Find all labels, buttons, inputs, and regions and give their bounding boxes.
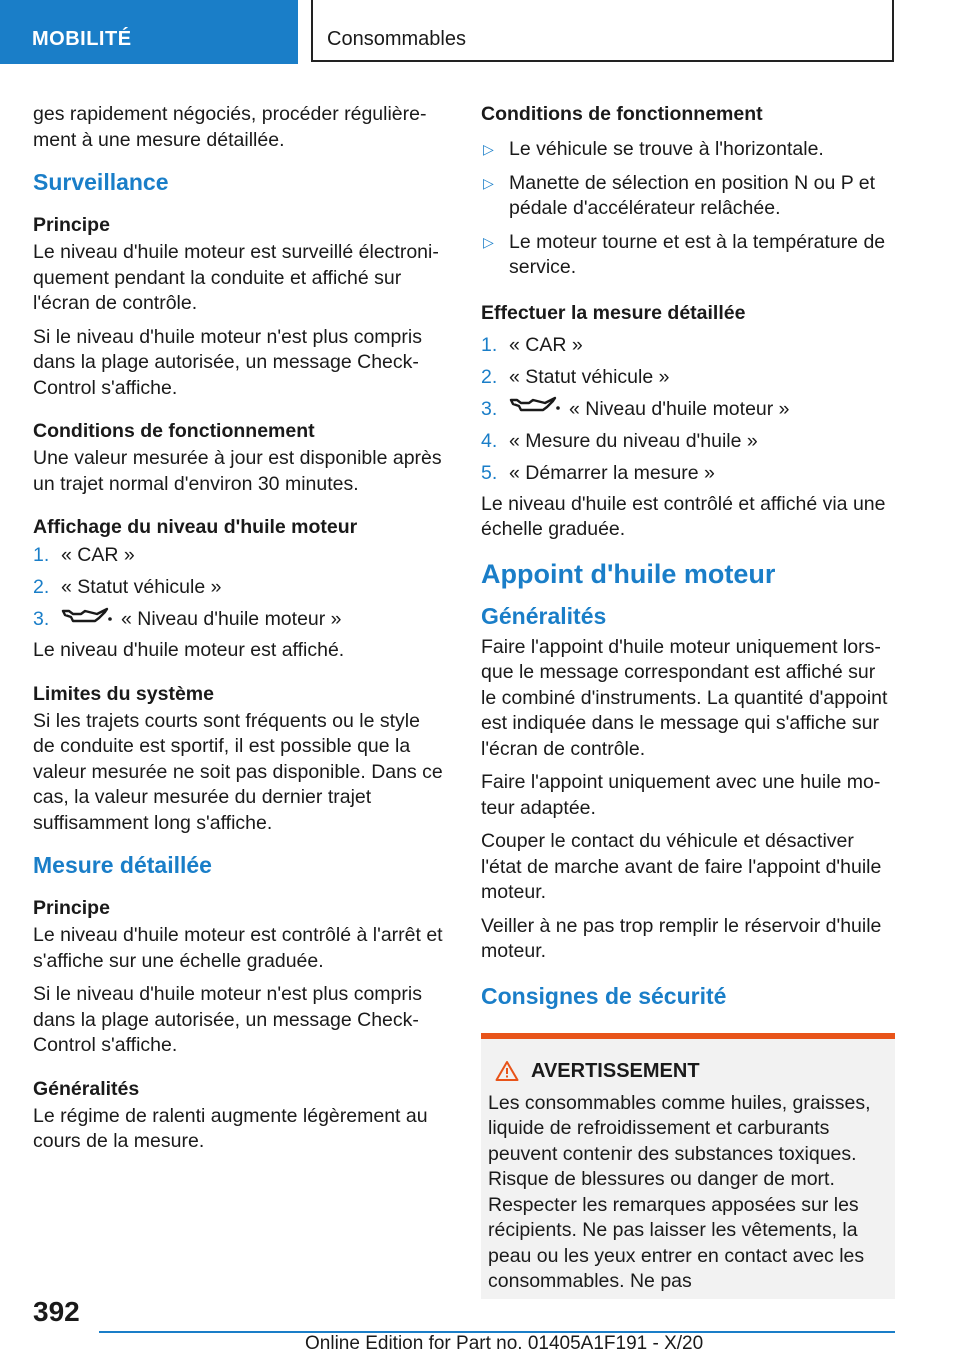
list-item: ▷ Le véhicule se trouve à l'horizontale. — [481, 137, 895, 163]
subheading-limites: Limites du système — [33, 682, 214, 705]
paragraph: Faire l'appoint uniquement avec une huile moteur adaptée. — [481, 771, 881, 819]
list-item: 3. « Niveau d'huile moteur » — [481, 396, 895, 422]
steps-list — [481, 332, 895, 486]
triangle-bullet-icon: ▷ — [483, 141, 494, 157]
list-item: 1. « CAR » — [33, 544, 135, 566]
heading-appoint: Appoint d'huile moteur — [481, 558, 776, 589]
paragraph: Faire l'appoint d'huile moteur uniquement lorsque le message correspondant est affiché sur le combiné d'instruments. La quantité d'appoint est indiquée dans le message qui s'affiche sur l'écran de contrôle. — [481, 635, 888, 760]
left-column — [33, 102, 443, 1163]
warning-triangle-icon — [495, 1060, 519, 1082]
triangle-bullet-icon: ▷ — [483, 174, 494, 191]
right-column — [481, 102, 895, 1299]
heading-surveillance: Surveillance — [33, 169, 169, 195]
subheading-affichage: Affichage du niveau d'huile moteur — [33, 516, 358, 538]
heading-generalites: Généralités — [481, 602, 607, 629]
subheading-conditions: Conditions de fonctionnement — [481, 103, 763, 125]
list-item: 3. « Niveau d'huile moteur » — [33, 606, 443, 632]
warning-text: Les consommables comme huiles, graisses, liquide de refroidissement et carburants peuvent contenir des substances toxiques. Risque de blessures ou danger de mort. Respecter les remarques apposées sur les récipients. Ne pas laisser les vêtements, la peau ou les yeux entrer en contact avec les consommables. Ne pas — [488, 1091, 871, 1292]
steps-list — [33, 542, 443, 632]
list-item: 2. « Statut véhicule » — [33, 576, 222, 598]
chapter-header — [311, 0, 894, 62]
list-item: ▷ Manette de sélection en position N ou P et pédale d'accélérateur relâchée. — [483, 171, 876, 219]
subheading-conditions: Conditions de fonctionnement — [33, 420, 315, 442]
triangle-bullet-icon: ▷ — [483, 233, 494, 250]
chapter-title: Consommables — [327, 28, 466, 50]
paragraph: Couper le contact du véhicule et désactiver l'état de marche avant de faire l'appoint d'huile moteur. — [481, 830, 882, 903]
warning-title: AVERTISSEMENT — [488, 1059, 887, 1083]
conditions-list — [481, 137, 895, 281]
paragraph: Le niveau d'huile moteur est affiché. — [33, 639, 345, 661]
paragraph: Si le niveau d'huile moteur n'est plus compris dans la plage autorisée, un message Check-Control s'affiche. — [33, 983, 422, 1056]
edition-note: Online Edition for Part no. 01405A1F191 - X/20 — [305, 1333, 704, 1354]
subheading-principe: Principe — [33, 214, 110, 236]
subheading-generalites: Généralités — [33, 1077, 140, 1100]
oil-can-icon — [61, 605, 113, 631]
list-item: 1. « CAR » — [481, 333, 583, 356]
section-tab — [0, 0, 298, 64]
section-label: MOBILITÉ — [32, 28, 132, 50]
heading-mesure-detaillee: Mesure détaillée — [33, 852, 212, 878]
subheading-effectuer: Effectuer la mesure détaillée — [481, 301, 746, 324]
page-number: 392 — [33, 1296, 80, 1327]
paragraph: Le régime de ralenti augmente légèrement au cours de la mesure. — [33, 1104, 428, 1152]
list-item: 2. « Statut véhicule » — [481, 365, 670, 388]
paragraph: Une valeur mesurée à jour est disponible après un trajet normal d'environ 30 minutes. — [33, 447, 442, 495]
oil-can-icon — [509, 394, 561, 420]
paragraph: Le niveau d'huile moteur est contrôlé à l'arrêt et s'affiche sur une échelle graduée. — [33, 924, 443, 972]
paragraph: Si le niveau d'huile moteur n'est plus compris dans la plage autorisée, un message Check-Control s'affiche. — [33, 325, 422, 399]
warning-box — [481, 1033, 895, 1299]
heading-securite: Consignes de sécurité — [481, 982, 727, 1009]
intro-paragraph: ges rapidement négociés, procéder régulièrement à une mesure détaillée. — [33, 103, 427, 151]
subheading-principe: Principe — [33, 897, 110, 919]
list-item: 5. « Démarrer la mesure » — [481, 461, 715, 484]
paragraph: Veiller à ne pas trop remplir le réservoir d'huile moteur. — [481, 914, 882, 962]
paragraph: Si les trajets courts sont fréquents ou le style de conduite est sportif, il est possible que la valeur mesurée ne soit pas disponible. Dans ce cas, la valeur mesurée du dernier trajet suffisamment long s'affiche. — [33, 709, 443, 834]
paragraph: Le niveau d'huile moteur est surveillé électroniquement pendant la conduite et affiché sur l'écran de contrôle. — [33, 241, 439, 314]
list-item: 4. « Mesure du niveau d'huile » — [481, 429, 758, 452]
paragraph: Le niveau d'huile est contrôlé et affiché via une échelle graduée. — [481, 492, 886, 540]
list-item: ▷ Le moteur tourne et est à la température de service. — [483, 230, 886, 278]
